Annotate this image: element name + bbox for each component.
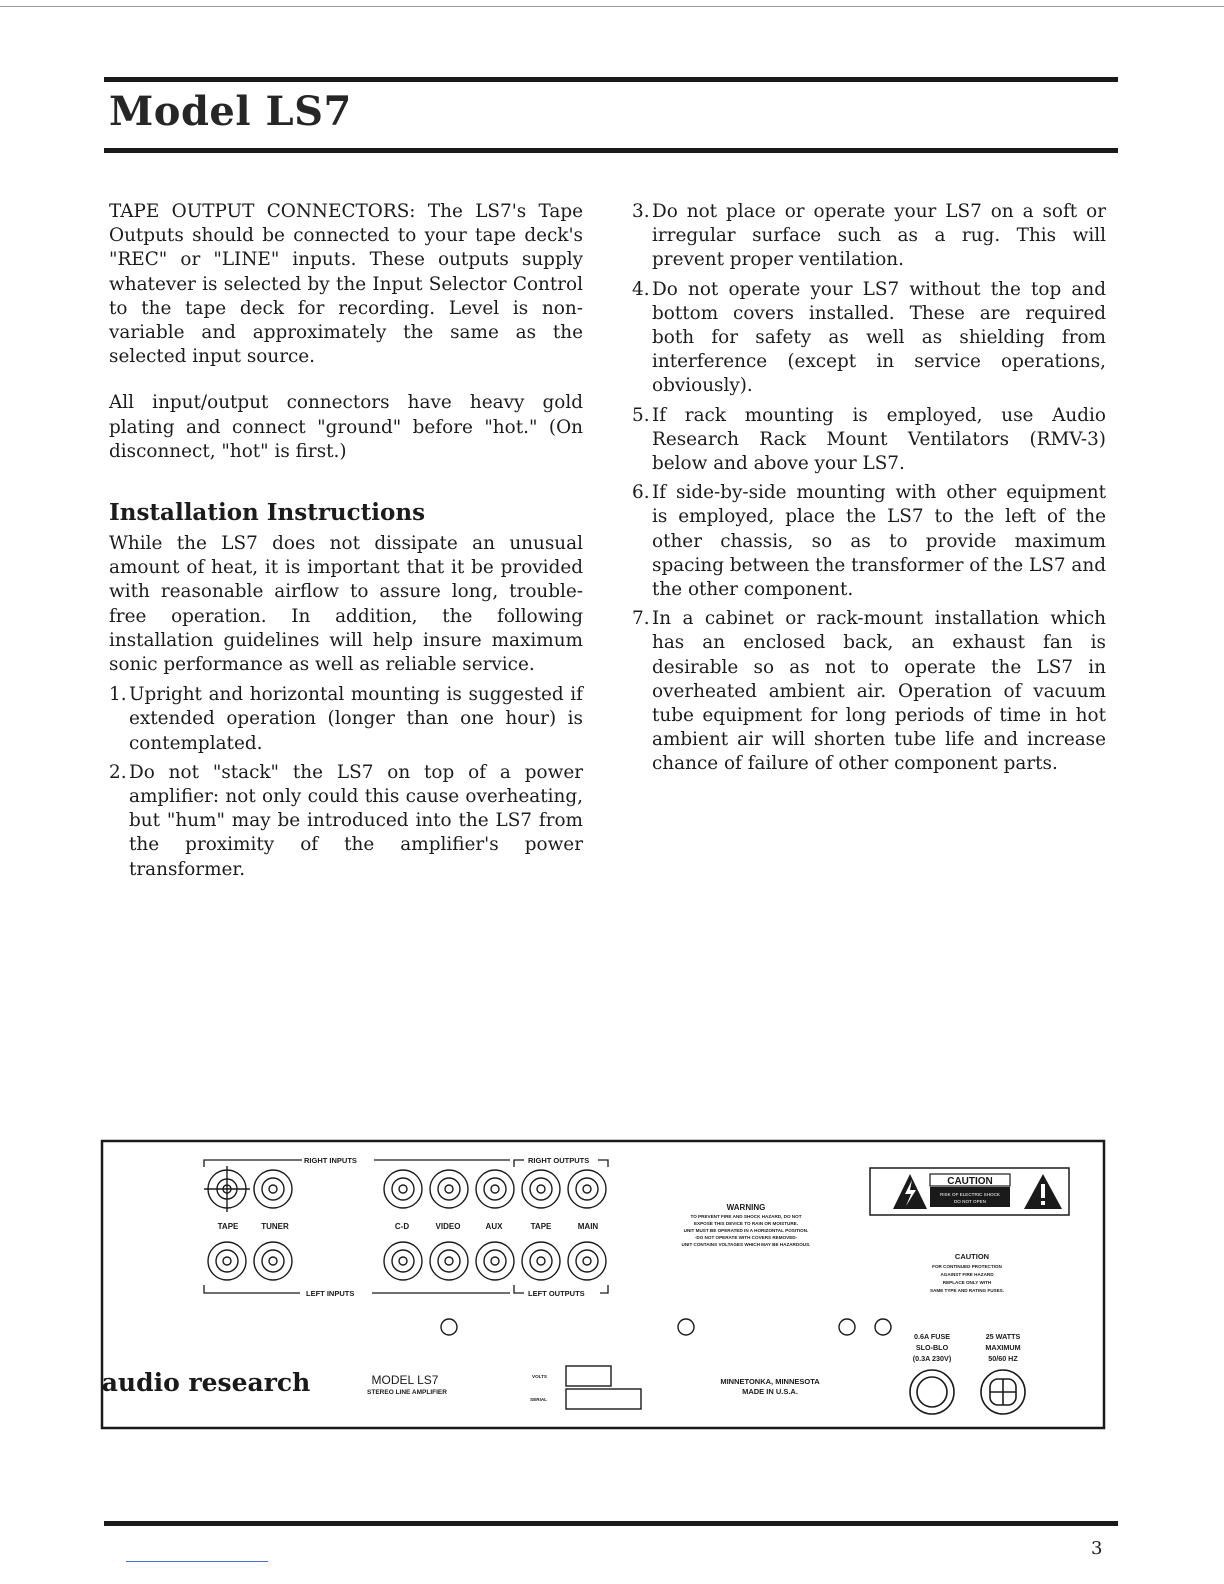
caution-line: FOR CONTINUED PROTECTION	[932, 1264, 1002, 1269]
right-inputs-label: RIGHT INPUTS	[304, 1156, 357, 1165]
bottom-link-line	[126, 1561, 268, 1562]
item-number: 5.	[632, 404, 650, 426]
item-text: In a cabinet or rack-mount installation which has an enclosed back, an exhaust fan is desirable so as not to operate the LS7 in overheated ambient air. Operation of vacuum tube equipment for long periods of time in hot ambient air will shorten tube life and increase chance of failure of other component parts.	[652, 608, 1106, 775]
left-inputs-label: LEFT INPUTS	[306, 1289, 355, 1298]
item-number: 2.	[109, 761, 127, 783]
caution-badge-label: CAUTION	[947, 1176, 993, 1187]
rca-jack-tape-left[interactable]	[208, 1242, 246, 1280]
input-label: TAPE	[217, 1222, 239, 1231]
item-text: If rack mounting is employed, use Audio Research Rack Mount Ventilators (RMV-3) below and above your LS7.	[652, 404, 1106, 475]
volts-box	[566, 1366, 611, 1386]
footer-rule	[104, 1521, 1118, 1526]
rca-jack-aux-right[interactable]	[476, 1170, 514, 1208]
model-sub-label: STEREO LINE AMPLIFIER	[367, 1389, 447, 1396]
item-text: Upright and horizontal mounting is suggested if extended operation (longer than one hour) is contemplated.	[129, 684, 583, 754]
mounting-holes	[441, 1319, 891, 1335]
page-number: 3	[1091, 1538, 1103, 1559]
rca-jack-main-out-right[interactable]	[568, 1170, 606, 1208]
tape-output-paragraph: TAPE OUTPUT CONNECTORS: The LS7's Tape Outputs should be connected to your tape deck's "REC" or "LINE" inputs. These outputs supply whatever is selected by the Input Selector Control to the tape deck for recording. Level is non-variable and approximately the same as the selected input source.	[109, 201, 583, 368]
rca-jack-cd-right[interactable]	[384, 1170, 422, 1208]
input-label: MAIN	[577, 1222, 599, 1231]
caution-line: REPLACE ONLY WITH	[942, 1280, 992, 1285]
warning-line: UNIT MUST BE OPERATED IN A HORIZONTAL POSITION.	[683, 1228, 809, 1233]
volts-label: VOLTS	[532, 1374, 547, 1379]
item-number: 1.	[109, 684, 127, 706]
power-socket[interactable]	[981, 1370, 1025, 1414]
hole-icon	[839, 1319, 855, 1335]
rca-jack-tape-out-left[interactable]	[522, 1242, 560, 1280]
rca-jack-main-out-left[interactable]	[568, 1242, 606, 1280]
rca-jack-tape-right[interactable]	[204, 1166, 250, 1212]
hole-icon	[441, 1319, 457, 1335]
input-label: C-D	[394, 1222, 410, 1231]
power-rating: 25 WATTS	[985, 1332, 1021, 1341]
caution-line: AGAINST FIRE HAZARD	[940, 1272, 994, 1277]
warning-line: EXPOSE THIS DEVICE TO RAIN OR MOISTURE.	[693, 1221, 799, 1226]
rca-jack-aux-left[interactable]	[476, 1242, 514, 1280]
item-text: Do not place or operate your LS7 on a soft or irregular surface such as a rug. This will prevent proper ventilation.	[652, 201, 1106, 271]
power-rating: 50/60 HZ	[988, 1354, 1018, 1363]
warning-line: -DO NOT OPERATE WITH COVERS REMOVED-	[694, 1235, 798, 1240]
power-rating: MAXIMUM	[985, 1343, 1021, 1352]
serial-box	[566, 1389, 641, 1409]
caution-title: CAUTION	[954, 1252, 990, 1261]
rca-jack-tuner-left[interactable]	[254, 1242, 292, 1280]
hole-icon	[678, 1319, 694, 1335]
input-label: TUNER	[261, 1222, 289, 1231]
top-jack-row	[204, 1166, 606, 1212]
page-title: Model LS7	[109, 88, 352, 135]
brand-logo: audio research	[101, 1368, 311, 1397]
rca-jack-video-left[interactable]	[430, 1242, 468, 1280]
rca-jack-video-right[interactable]	[430, 1170, 468, 1208]
fuse-rating: SLO-BLO	[915, 1343, 949, 1352]
warning-line: UNIT CONTAINS VOLTAGES WHICH MAY BE HAZARDOUS.	[681, 1242, 811, 1247]
installation-intro: While the LS7 does not dissipate an unusual amount of heat, it is important that it be provided with reasonable airflow to assure long, trouble-free operation. In addition, the following installation guidelines will help insure maximum sonic performance as well as reliable service.	[109, 533, 583, 676]
model-label: MODEL LS7	[371, 1373, 439, 1387]
input-label: TAPE	[530, 1222, 552, 1231]
location-line: MINNETONKA, MINNESOTA	[720, 1377, 820, 1386]
input-label: AUX	[485, 1222, 503, 1231]
connectors-paragraph: All input/output connectors have heavy gold plating and connect "ground" before "hot." (On disconnect, "hot" is first.)	[109, 392, 583, 462]
item-number: 6.	[632, 482, 650, 504]
item-text: Do not operate your LS7 without the top and bottom covers installed. These are required both for safety as well as shielding from interference (except in service operations, obviously).	[652, 278, 1106, 397]
warning-line: TO PREVENT FIRE AND SHOCK HAZARD, DO NOT	[690, 1214, 802, 1219]
warning-title: WARNING	[726, 1203, 766, 1212]
serial-label: SERIAL	[530, 1397, 547, 1402]
caution-badge	[870, 1168, 1069, 1215]
right-outputs-label: RIGHT OUTPUTS	[528, 1156, 590, 1165]
bottom-jack-row	[208, 1242, 606, 1280]
rca-jack-cd-left[interactable]	[384, 1242, 422, 1280]
location-line: MADE IN U.S.A.	[742, 1387, 798, 1396]
left-outputs-label: LEFT OUTPUTS	[528, 1289, 585, 1298]
caution-line: SAME TYPE AND RATING FUSES.	[929, 1288, 1005, 1293]
item-number: 7.	[632, 608, 650, 630]
item-number: 3.	[632, 201, 650, 222]
fuse-rating: 0.6A FUSE	[913, 1332, 951, 1341]
item-text: Do not "stack" the LS7 on top of a power amplifier: not only could this cause overheating, but "hum" may be introduced into the LS7 from the proximity of the amplifier's power transformer.	[129, 761, 583, 880]
item-text: If side-by-side mounting with other equipment is employed, place the LS7 to the left of the other chassis, so as to provide maximum spacing between the transformer of the LS7 and the other component.	[652, 482, 1106, 601]
installation-heading: Installation Instructions	[109, 499, 426, 527]
caution-badge-sub: DO NOT OPEN	[953, 1199, 987, 1204]
rca-jack-tape-out-right[interactable]	[522, 1170, 560, 1208]
caution-badge-sub: RISK OF ELECTRIC SHOCK	[940, 1192, 1000, 1197]
fuse-rating: (0.3A 230V)	[912, 1354, 952, 1363]
input-label: VIDEO	[435, 1222, 461, 1231]
item-number: 4.	[632, 278, 650, 300]
hole-icon	[875, 1319, 891, 1335]
fuse-holder[interactable]	[910, 1370, 954, 1414]
rca-jack-tuner-right[interactable]	[254, 1170, 292, 1208]
